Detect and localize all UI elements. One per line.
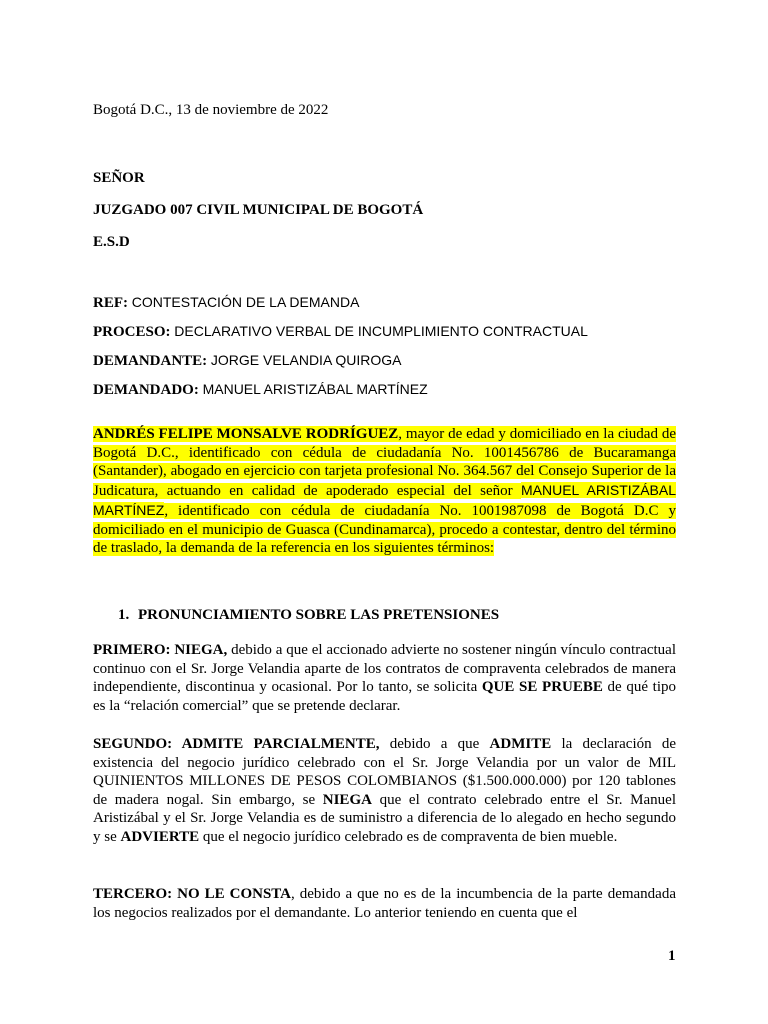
- demandado-label: DEMANDADO:: [93, 382, 199, 398]
- primero-bold-1: QUE SE PRUEBE: [481, 679, 603, 696]
- demandante-line: [93, 351, 402, 370]
- primero-label: PRIMERO: NIEGA,: [93, 642, 228, 658]
- intro-paragraph: [93, 425, 676, 558]
- proceso-value: DECLARATIVO VERBAL DE INCUMPLIMIENTO CONTRACTUAL: [174, 323, 588, 339]
- primero-paragraph: [93, 641, 676, 715]
- addressee-line-1: SEÑOR: [93, 170, 145, 186]
- addressee-esd: E.S.D: [93, 234, 130, 250]
- segundo-text-3: que el contrato celebrado entre el Sr. Manuel Aristizábal y el Sr. Jorge Velandia es de suministro a diferencia de lo alegado en hecho segundo y se: [93, 791, 676, 845]
- segundo-label: SEGUNDO: ADMITE PARCIALMENTE,: [93, 736, 380, 752]
- ref-label: REF:: [93, 295, 128, 311]
- client-name: MANUEL ARISTIZÁBAL MARTÍNEZ: [93, 482, 676, 518]
- demandante-label: DEMANDANTE:: [93, 353, 208, 369]
- ref-value: CONTESTACIÓN DE LA DEMANDA: [131, 294, 360, 310]
- attorney-name: ANDRÉS FELIPE MONSALVE RODRÍGUEZ: [93, 426, 399, 442]
- section-heading: [118, 607, 499, 624]
- primero-text-1: debido a que el accionado advierte no sostener ningún vínculo contractual continuo con el Sr. Jorge Velandia aparte de los contratos de compraventa celebrados de manera independiente, discontinua y ocasional. Por lo tanto, se solicita: [93, 642, 676, 696]
- demandado-line: [93, 380, 428, 399]
- segundo-bold-1: ADMITE: [489, 736, 552, 752]
- addressee-court: JUZGADO 007 CIVIL MUNICIPAL DE BOGOTÁ: [93, 202, 424, 218]
- proceso-label: PROCESO:: [93, 324, 171, 340]
- tercero-label: TERCERO: NO LE CONSTA: [93, 886, 292, 902]
- segundo-text-1: debido a que: [379, 736, 490, 752]
- segundo-text-2: la declaración de existencia del negocio jurídico celebrado con el Sr. Jorge Velandia por un valor de MIL QUINIENTOS MILLONES DE PESOS COLOMBIANOS ($1.500.000.000) por 120 tablones de madera nogal. Sin embargo, se: [93, 736, 677, 808]
- ref-line: [93, 293, 359, 312]
- demandado-value: MANUEL ARISTIZÁBAL MARTÍNEZ: [202, 381, 428, 397]
- segundo-bold-3: ADVIERTE: [120, 828, 200, 845]
- intro-text-2: , identificado con cédula de ciudadanía No. 1001987098 de Bogotá D.C y domiciliado en el municipio de Guasca (Cundinamarca), procedo a contestar, dentro del término de traslado, la demanda de la referencia en los siguientes términos:: [93, 502, 676, 557]
- demandante-value: JORGE VELANDIA QUIROGA: [210, 352, 402, 368]
- section-title: PRONUNCIAMIENTO SOBRE LAS PRETENSIONES: [138, 607, 500, 623]
- intro-text-1: , mayor de edad y domiciliado en la ciudad de Bogotá D.C., identificado con cédula de ciudadanía No. 1001456786 de Bucaramanga (Santander), abogado en ejercicio con tarjeta profesional No. 364.567 del Consejo Superior de la Judicatura, actuando en calidad de apoderado especial del señor: [93, 426, 676, 500]
- segundo-bold-2: NIEGA: [322, 791, 372, 808]
- tercero-paragraph: [93, 885, 676, 922]
- primero-text-2: de qué tipo es la “relación comercial” que se pretende declarar.: [93, 679, 677, 714]
- date-line: Bogotá D.C., 13 de noviembre de 2022: [93, 102, 329, 118]
- page-number: 1: [668, 948, 676, 964]
- proceso-line: [93, 322, 588, 341]
- tercero-text-1: , debido a que no es de la incumbencia de la parte demandada los negocios realizados por el demandante. Lo anterior teniendo en cuenta que el: [93, 886, 676, 921]
- segundo-paragraph: [93, 735, 676, 847]
- segundo-text-4: que el negocio jurídico celebrado es de compraventa de bien mueble.: [199, 828, 618, 845]
- section-number: 1.: [118, 607, 130, 623]
